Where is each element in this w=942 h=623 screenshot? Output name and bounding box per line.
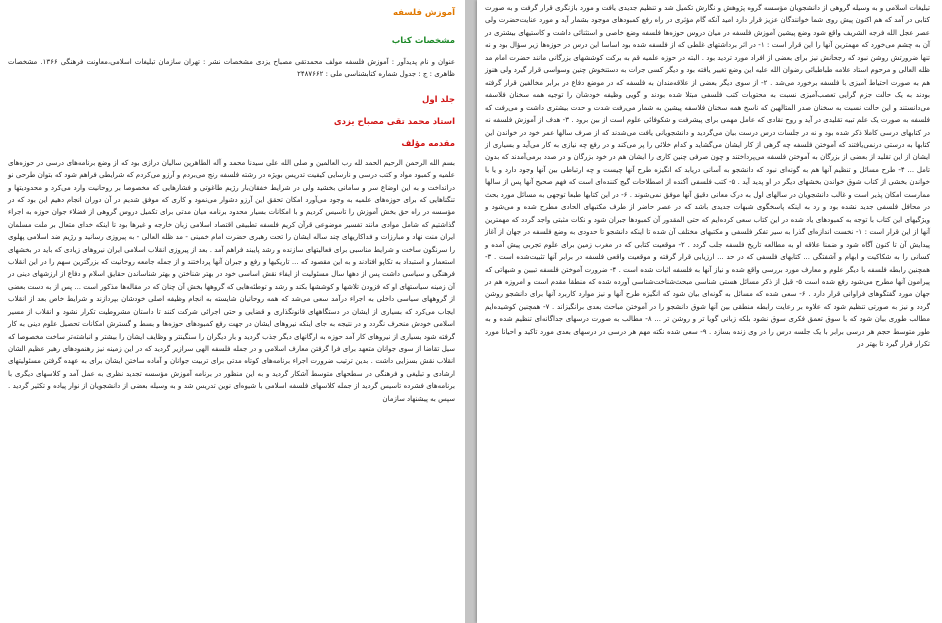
- volume-heading: جلد اول: [421, 94, 455, 105]
- spec-heading: مشخصات کتاب: [391, 36, 455, 46]
- body-text-left: بسم الله الرحمن الرحیم الحمد لله رب العالمین و صلی الله علی سیدنا محمد و آله الطاهرین سالیان درازی بود که از وضع برنامه‌های درسی در حوزه‌های علمیه و کمبود مواد و کتب درسی و نارسایی کیفیت تدریس بویژه در رشته فلسفه رنج می‌بردم و آرزو می‌کردم که شرایطی فراهم شود که بتوان طرحی نو درانداخت و به این اوضاع سر و سامانی بخشید ولی در شرایط خفقان‌بار رژیم طاغوتی و فشارهایی که مخصوصا بر روحانیت وارد می‌کرد و محدودیتها و تنگناهایی که برای حوزه‌های علمیه به وجود می‌آورد امکان تحقق این آرزو دشوار می‌نمود و کاری که موفق شدیم در آن دوران انجام دهیم این بود که در مؤسسه در راه حق بخش آموزش را تاسیس کردیم و با امکانات بسیار محدود برنامه میان مدتی برای تکمیل دروس گروهی از فضلاء جوان حوزه به اجراء گذاشتیم که شامل موادی مانند تفسیر موضوعی قرآن کریم فلسفه تطبیقی اقتصاد اسلامی زبان خارجه و غیرها بود تا اینکه خدای متعال بر ملت مسلمان ایران منت نهاد و مبارزات و فداکاریهای چند ساله ایشان را تحت رهبری حضرت امام خمینی - مد ظله العالی - به پیروزی رسانید و رژیم ضد اسلامی پهلوی را سرنگون ساخت و شرایط مناسبی برای فعالیتهای سازنده و رشد پایبند فراهم آمد . بعد از پیروزی انقلاب اسلامی ایران نیروهای زیادی که باید در بخشهای استعمار و استبداد به تکاپو افتادند و به این مقصود که ... تاریکیها و رفع و جبران آنها پرداختند و از جمله جامعه روحانیت که بزرگترین سهم را در این انقلاب فرهنگی و سیاسی داشت پس از دهها سال مسئولیت از ایفاء نقش اساسی خود در بهتر شناختن و بهتر شناساندن حقایق اسلام و دفاع از ارزشهای دینی در آن زمینه سیاستهای او که فزودن تلاشها و کوششها بکند و رشد و توطئه‌هایی که گروهها بخش آن چنان که در مقاله‌ها مذکور است ... پس از به دست بعضی از گروههای سیاسی داخلی به اجراء درآمد سعی می‌شد که همه روحانیان شایسته به انجام وظیفه اصلی خودشان بپردازند و شرایط خاص بعد از انقلاب ایجاب می‌کرد که بسیاری از ایشان در دستگاههای قانونگذاری و قضایی و حتی اجرائی شرکت کنند تا داستان مشروطیت تکرار نشود و انقلاب از مسیر اسلامی خودش منحرف نگردد و در نتیجه به جای اینکه نیروهای ایشان در جهت رفع کمبودهای حوزه‌ها و بسط و گسترش امکانات تحصیل علوم دینی به کار گرفته شود بسیاری از نیروهای کار آمد حوزه به ارگانهای دیگر جذب گردید و بار دیگران را سنگینتر و وظایف ایشان را بیشتر و انباشته‌تر ساخت مخصوصا که سیل تقاضا از سوی جوانان متعهد برای فرا گرفتن معارف اسلامی و در جمله فلسفه الهی سرازیر گردید که در این زمینه نیز رهنمودهای رهبر عظیم الشان انقلاب نقش بسزایی داشت . بدین ترتیب ضرورت اجراء برنامه‌های کوتاه مدتی برای تربیت جوانان و آماده ساختن ایشان برای به عهده گرفتن مسئولیتهای ارشادی و تبلیغی و فرهنگی در سطحهای متوسط آشکار گردید و به این منظور در برنامه آموزش مؤسسه تجدید نظری به عمل آمد و کلاسهای دیگری با برنامه‌های فشرده تاسیس گردید از جمله کلاسهای فلسفه اسلامی با شیوه‌ای نوین تدریس شد و به وسیله بعضی از دانشجویان از نوار پیاده و تکثیر گردید . سپس به پیشنهاد سازمان: [8, 158, 455, 403]
- book-title: آموزش فلسفه: [392, 8, 455, 18]
- spec-text: عنوان و نام پدیدآور : آموزش فلسفه مولف محمدتقی مصباح یزدی مشخصات نشر : تهران سازمان تبلیغات اسلامی،معاونت فرهنگی ۱۳۶۶. مشخصات ظاهری : ج : جدول شماره کتابشناسی ملی : ۲۴۸۷۶۶۲: [8, 58, 455, 79]
- page-gutter: [465, 0, 477, 623]
- body-text-right: تبلیغات اسلامی و به وسیله گروهی از دانشجویان مؤسسه گروه پژوهش و نگارش تکمیل شد و تنظیم جدیدی یافت و مورد بازنگری قرار گرفت و به صورت کتابی در آمد که هم اکنون پیش روی شما خوانندگان عزیز قرار دارد امید آنکه گام مؤثری در راه رفع کمبودهای موجود بشمار آید و مورد عنایت‌حضرت ولی عصر عجل الله فرجه الشریف واقع شود وضع پیشین آموزش فلسفه در میان دروس حوزه‌ها فلسفه وضع خاصی و استثنائی داشت و کاستیهای بیشتری در آن به چشم می‌خورد که مهمترین آنها را این قرار است : ۱- در اثر برداشتهای غلطی که از فلسفه شده بود اساسا این درس در حوزه‌ها زیر سؤال بود و نه تنها ضرورتش روشن نبود که رجحانش نیز برای بعضی از افراد مورد تردید بود . البته در حوزه علمیه قم به برکت کوششهای بزرگانی مانند حضرت امام مد ظله العالی و مرحوم استاد علامه طباطبائی رضوان الله علیه این وضع تغییر یافته بود و دیگر کسی جرات به دستنخوش چنین وسواسی قرار گیرد ولی هنوز هم به صورت احتیاط آمیزی با فلسفه برخورد می‌شد . ۲- از سوی دیگر بعضی از علاقه‌مندان به فلسفه که در موضع دفاع در برابر مخالفین قرار گرفته بودند به یک حالت جزم گرایی تعصب‌آمیزی نسبت به محتویات کتب فلسفی مبتلا شده بودند و گویی وظیفه خودشان را توجیه همه سخنان فلاسفه می‌دانستند و این حالت نسبت به سخنان صدر المتالهین که ناسخ همه سخنان فلاسفه پیشین به شمار می‌رفت شدت و حدت بیشتری داشت و می‌رفت که فلسفه به صورت یک علم تبیه تقلیدی در آید و روح نقادی که عامل مهمی برای پیشرفت و شکوفائی علوم است از بین برود . ۳- هدف از آموزش فلسفه نه در کتابهای درسی کاملا ذکر شده بود و نه در جلسات درس درست بیان می‌گردید و دانشجویانی یافت می‌شدند که از صرف سالها عمر خود در خواندن این کتابها به درستی درنمی‌یافتند که آموختن فلسفه چه گرهی از کار ایشان می‌گشاید و کدام خلائی را پر می‌کند و در رفع چه نیازی به کار می‌آید و بسیاری از ایشان از این تقلید از بعضی از بزرگان به آموختن فلسفه می‌پرداختند و چون صرفی چنین کاری را ایشان هم در خود بزرگان و در صدد برمی‌آمدند که بدون تامل ... ۴- طرح مسائل و تنظیم آنها هم به گونه‌ای نبود که دانشجو به آسانی دریابد که انگیزه طرح آنها چیست و چه ارتباطی بین آنها وجود دارد و یا با خواندن بخشی از کتاب شوق خواندن بخشهای دیگر در او پدید آید . ۵- کتب فلسفی آکنده از اصطلاحات گیج کننده‌ای است که فهم صحیح آنها پس از سالها ممارست امکان پذیر است و غالب دانشجویان در سالهای اول به درک معانی دقیق آنها موفق نمی‌شوند . ۶- در این کتابها طبعا توجهی به مسائل مورد بحث در محافل فلسفی جدید نشده بود و رد به اینکه پاسخگوی شبهات جدیدی باشد که در عصر حاضر از طرف مکتبهای الحادی مطرح شده و می‌شود و ویژگیهای این کتاب با توجه به کمبودهای یاد شده در این کتاب سعی کرده‌ایم که حتی المقدور آن کمبودها جبران شود و نکات مثبتی واجد گردد که مهمترین آنها از این قرار است : ۱- نخست اندازه‌ای گذرا به سیر تفکر فلسفی و مکتبهای مختلف آن شده تا اینکه دانشجو تا حدودی به وضع فلسفه در جهان از آغاز پیدایش آن تا کنون آگاه شود و ضمنا علاقه او به مطالعه تاریخ فلسفه جلب گردد . ۲- موقعیت کتابی که در مغرب زمین برای علوم تجربی پیش آمده و کسانی را به شکاکیت و ابهام و آشفتگی ... کتابهای فلسفی که در حد ... ارزیابی قرار گرفته و موقعیت واقعی فلسفه در برابر آنها تثبیت‌شده است . ۳- همچنین رابطه فلسفه با دیگر علوم و معارف مورد بررسی واقع شده و نیاز آنها به فلسفه اثبات شده است . ۴- ضرورت آموختن فلسفه تبیین و شبهاتی که پیرامون آنها مطرح می‌شود رفع شده است ۵- قبل از ذکر مسائل هستی شناسی مبحث‌شناخت‌شناسی آورده شده که منطقا مقدم است و امروزه هم در جهان مورد گفتگوهای فراوانی قرار دارد . ۶- سعی شده که مسائل به گونه‌ای بیان شود که انگیزه طرح آنها و نیز موارد کاربرد آنها برای دانشجو روشن گردد و نیز به صورتی تنظیم شود که علاوه بر رعایت رابطه منطقی بین آنها شوق دانشجو را در آموختن مباحث بعدی برانگیزاند . ۷- همچنین کوشیده‌ایم مطالب طوری بیان شود که با سوق تعمق فکری سوق نشود بلکه زبانی گویا تر و روشن تر ... ۸- مطالب به صورت درسهای جداگانه‌ای تنظیم شده و به طور متوسط حجم هر درسی برابر با یک جلسه درس را در وی زنده بسازد . ۹- سعی شده نکته مهم هر درسی در درسهای بعدی مورد تاکید و احیانا مورد تکرار قرار گیرد تا بهتر در: [485, 4, 931, 349]
- preface-heading: مقدمه مؤلف: [401, 138, 455, 149]
- page-left: [0, 0, 465, 623]
- page-right: [477, 0, 942, 623]
- author-name: استاد محمد تقی مصباح یزدی: [333, 116, 455, 127]
